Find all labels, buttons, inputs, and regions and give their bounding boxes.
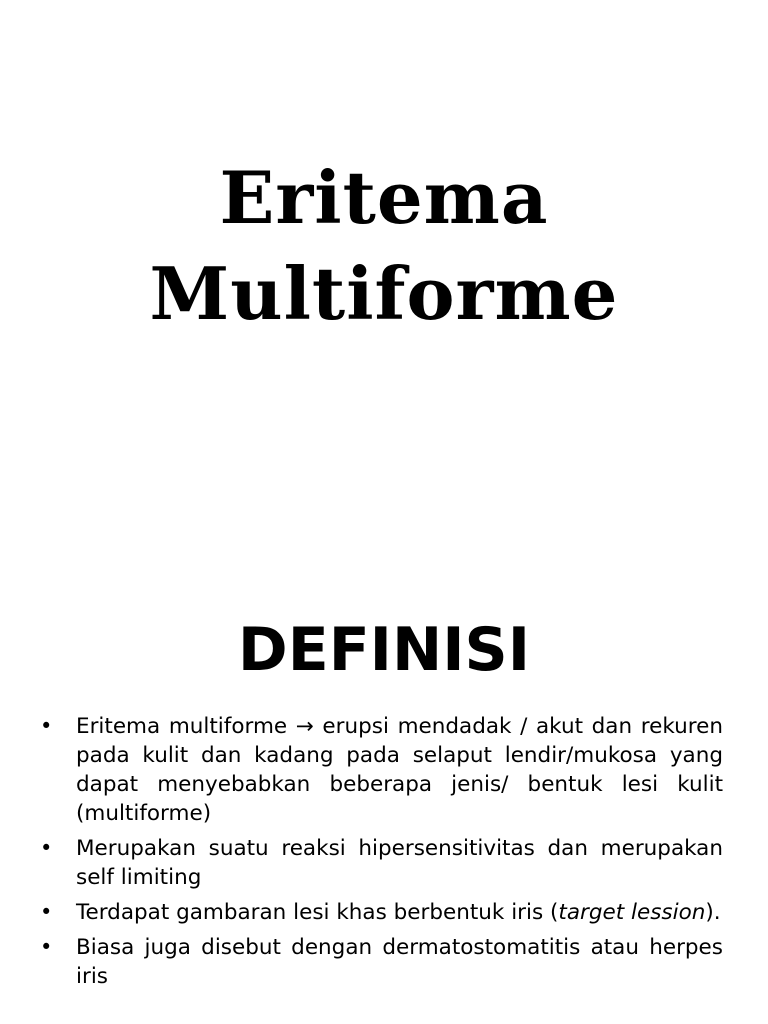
list-item-text [76,900,721,925]
list-item-text: Merupakan suatu reaksi hipersensitivitas dan merupakan self limiting [76,836,723,890]
list-item [40,712,723,828]
list-item [40,933,723,991]
slide-title [0,150,768,342]
bullet-icon: • [40,836,53,860]
list-item-text-pre: Terdapat gambaran lesi khas berbentuk iris ( [76,900,559,925]
list-item-text-post: ). [705,900,721,925]
title-line-2: Multiforme [149,251,619,336]
list-item [40,898,723,927]
list-item-text: Eritema multiforme → erupsi mendadak / akut dan rekuren pada kulit dan kadang pada selaput lendir/mukosa yang dapat menyebabkan beberapa jenis/ bentuk lesi kulit (multiforme) [76,714,723,826]
section-heading: DEFINISI [237,615,531,685]
bullet-icon: • [40,935,53,959]
bullet-icon: • [40,714,53,738]
definition-list [40,712,723,997]
title-line-1: Eritema [219,155,549,240]
list-item-text: Biasa juga disebut dengan dermatostomatitis atau herpes iris [76,935,723,989]
list-item-text-emphasis: target lession [558,900,706,925]
list-item [40,834,723,892]
bullet-icon: • [40,900,53,924]
